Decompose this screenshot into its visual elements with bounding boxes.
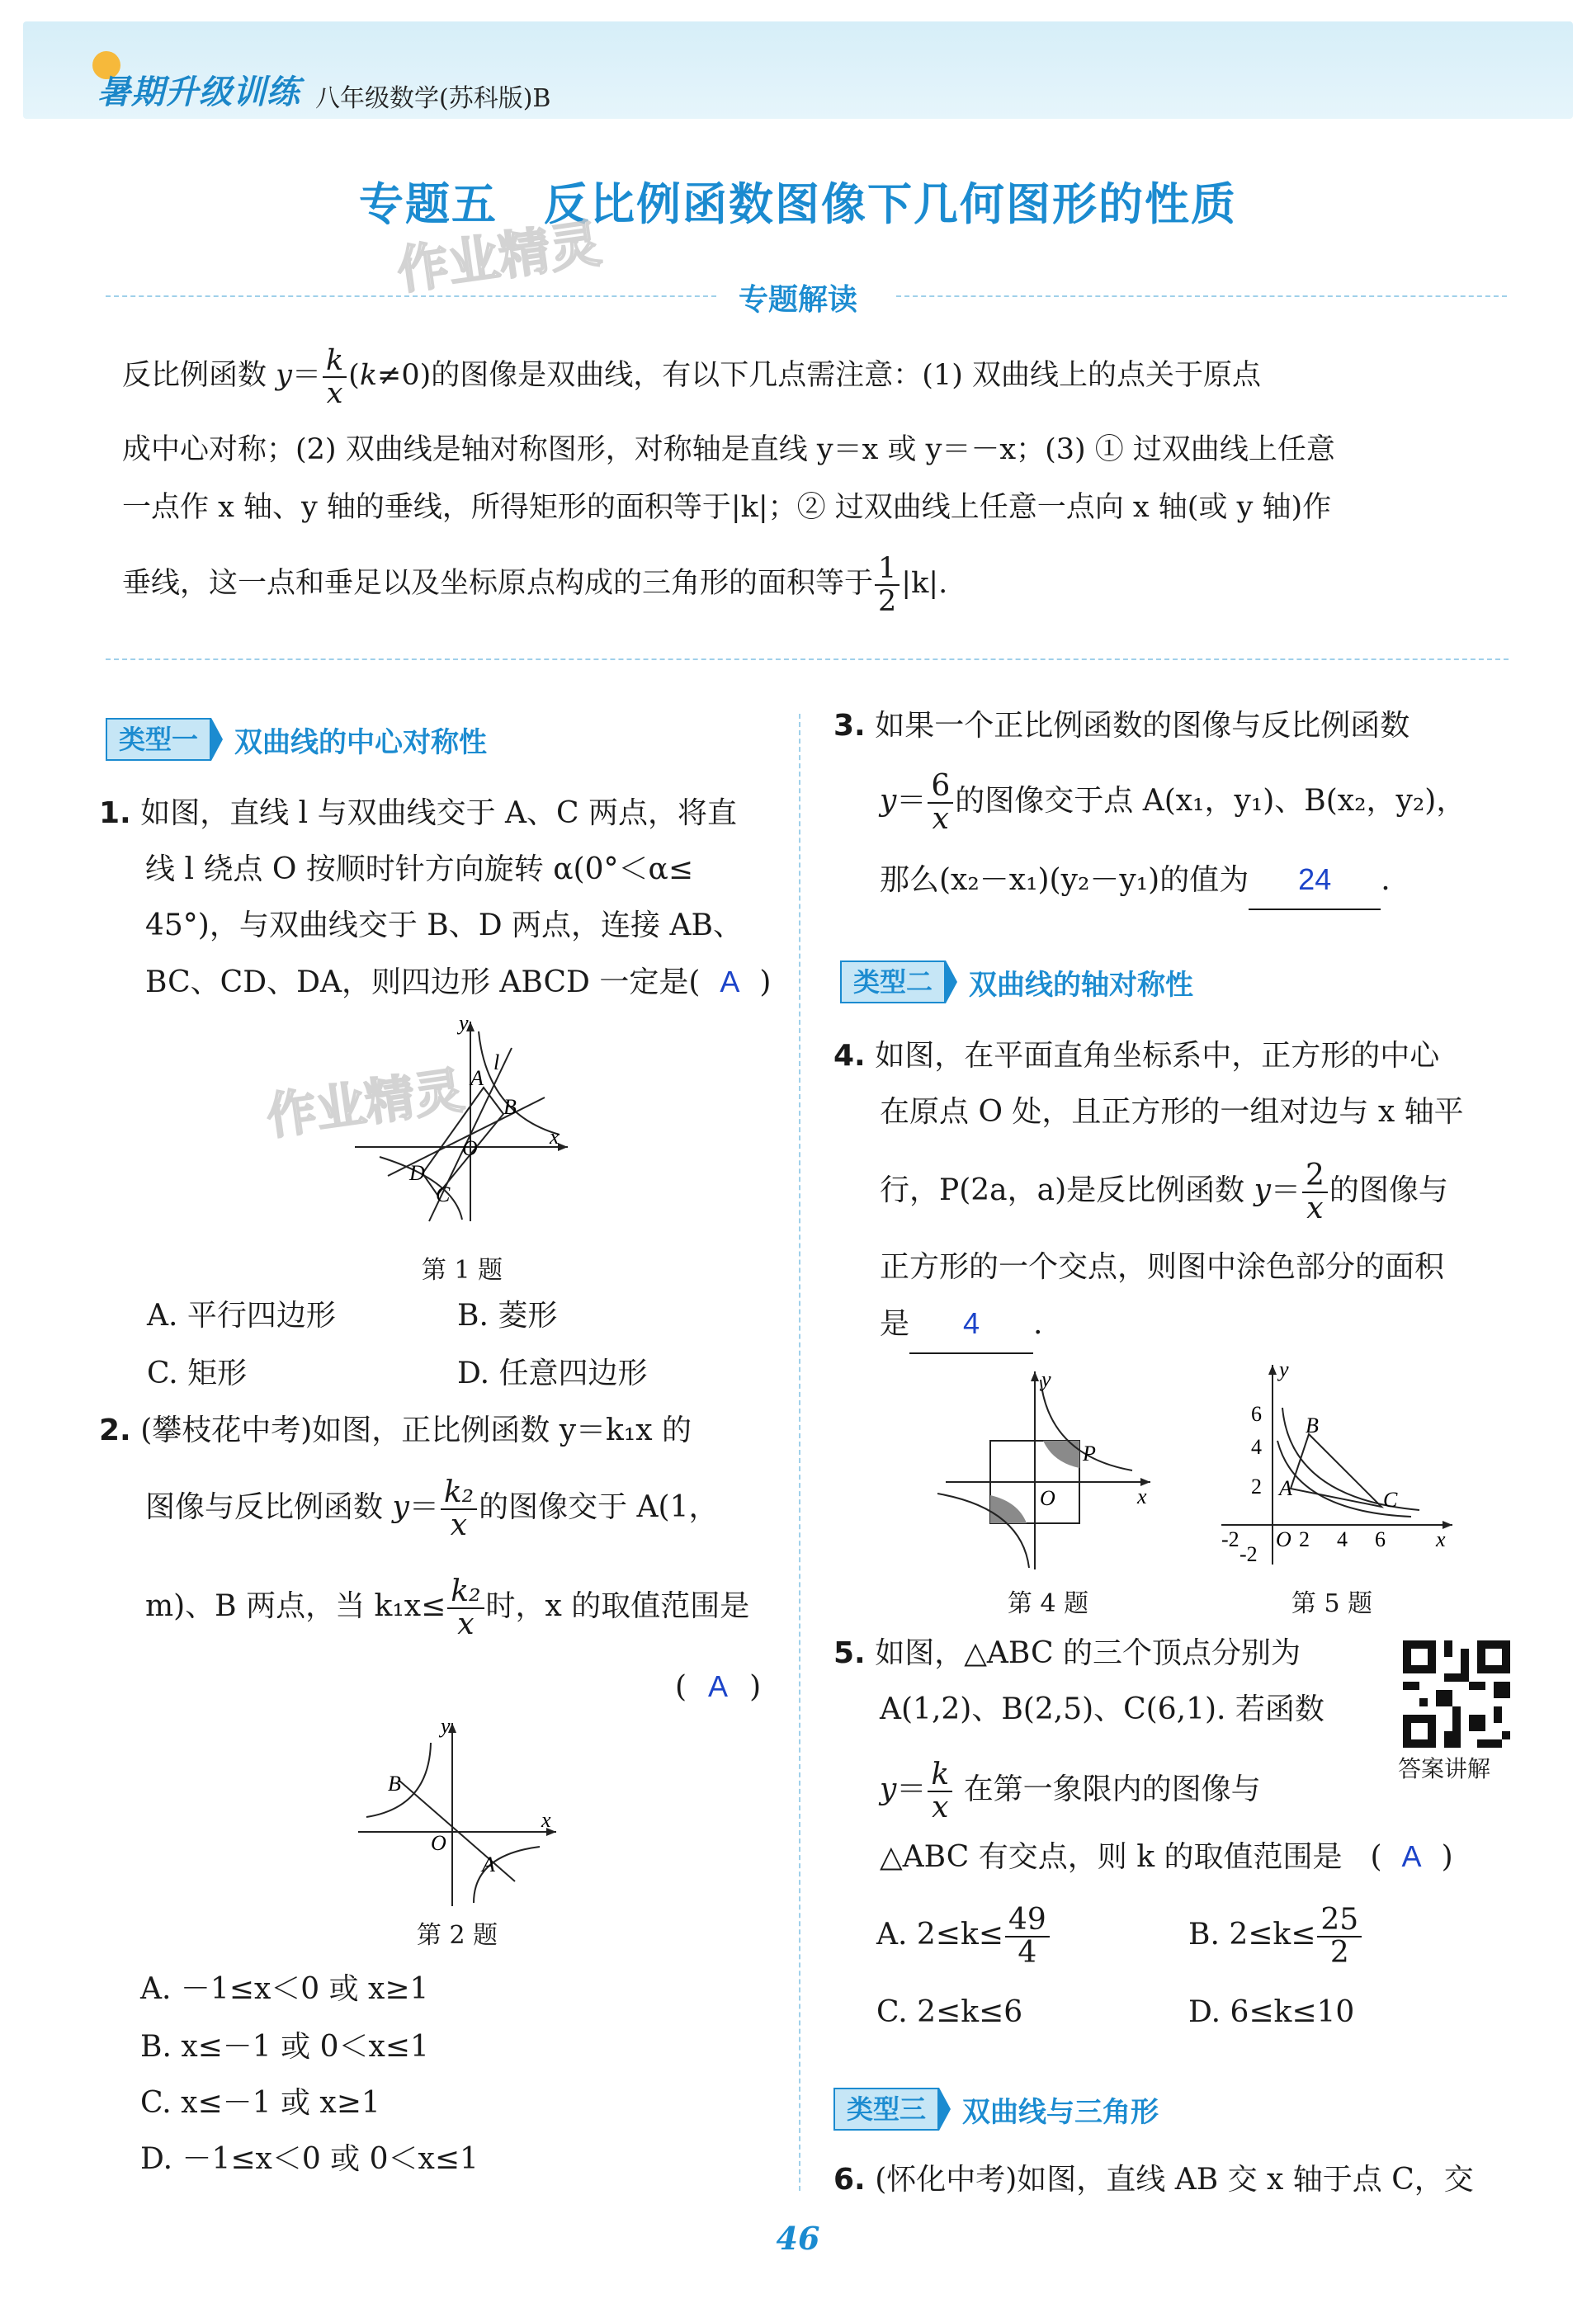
q1-option-b: B. 菱形 — [457, 1299, 558, 1333]
question-4-line-3: 行，P(2a，a)是反比例函数 y＝ $\frac{2}{x}$ 的图像与 — [880, 1159, 1448, 1225]
intro-line-2: 成中心对称；(2) 双曲线是轴对称图形，对称轴是直线 y＝x 或 y＝－x；(3) ① 过双曲线上任意 — [122, 433, 1335, 466]
brand-logo: 暑期升级训练 — [97, 73, 300, 111]
qr-code-icon[interactable] — [1403, 1640, 1510, 1748]
q5-option-d: D. 6≤k≤10 — [1188, 1995, 1355, 2029]
caption-q4: 第 4 题 — [1007, 1589, 1089, 1618]
point-b-label: B — [503, 1095, 517, 1119]
intro-bottom-line — [106, 658, 1509, 660]
type-title: 双曲线的中心对称性 — [234, 725, 488, 759]
question-3: 3. 如果一个正比例函数的图像与反比例函数 — [833, 709, 1410, 743]
question-3-line-3: 那么(x₂－x₁)(y₂－y₁)的值为 24 . — [880, 852, 1573, 910]
intro-line-1: 反比例函数 y＝ $\frac{k}{x}$ (k≠0)的图像是双曲线，有以下几点需注意：(1) 双曲线上的点关于原点 — [122, 343, 1262, 410]
figure-2 — [350, 1716, 564, 1914]
question-5: 5. 如图，△ABC 的三个顶点分别为 A(1,2)、B(2,5)、C(6,1). 若函数 — [833, 1636, 1324, 1726]
type-tag-3 — [833, 2088, 1159, 2131]
type-tag-1 — [106, 718, 487, 761]
question-4-line-4: 正方形的一个交点，则图中涂色部分的面积 是 4 . — [880, 1239, 1573, 1354]
intro-line-3: 一点作 x 轴、y 轴的垂线，所得矩形的面积等于|k|；② 过双曲线上任意一点向 x 轴(或 y 轴)作 — [122, 491, 1332, 524]
q2-option-a: A. －1≤x＜0 或 x≥1 — [140, 1972, 429, 2006]
type-label: 类型三 — [833, 2088, 939, 2131]
caption-q2: 第 2 题 — [416, 1921, 498, 1950]
origin-label: O — [1276, 1527, 1291, 1551]
type-label: 类型一 — [106, 718, 211, 761]
line-l-label: l — [493, 1050, 500, 1074]
fraction-2-over-x: $\frac{2}{x}$ — [1302, 1160, 1328, 1225]
fraction-k2-over-x-2: $\frac{\text{k₂}}{x}$ — [447, 1576, 484, 1640]
q1-option-d: D. 任意四边形 — [457, 1357, 648, 1390]
tag-arrow-icon — [946, 960, 957, 1003]
point-b-label: B — [1306, 1414, 1319, 1437]
axis-x-label: x — [550, 1125, 560, 1149]
axis-x-label: x — [1436, 1527, 1446, 1551]
q5-option-a: A. 2≤k≤ $\frac{49}{4}$ — [876, 1904, 1051, 1969]
caption-q5: 第 5 题 — [1291, 1589, 1373, 1618]
question-5-line-3: y＝ $\frac{k}{x}$ 在第一象限内的图像与 — [880, 1758, 1261, 1824]
watermark-2: 作业精灵 — [262, 1061, 468, 1147]
type-title: 双曲线与三角形 — [962, 2095, 1159, 2129]
question-4: 4. 如图，在平面直角坐标系中，正方形的中心 在原点 O 处，且正方形的一组对边与 x 轴平 — [833, 1039, 1464, 1129]
point-c-label: C — [436, 1182, 451, 1206]
figure-5 — [1213, 1358, 1461, 1573]
answer-q4: 4 — [963, 1306, 980, 1340]
point-a-label: A — [470, 1066, 484, 1090]
q1-option-a: A. 平行四边形 — [147, 1299, 336, 1333]
question-1: 1. 如图，直线 l 与双曲线交于 A、C 两点，将直 线 l 绕点 O 按顺时针方向旋转 α(0°＜α≤ 45°)，与双曲线交于 B、D 两点，连接 AB、 BC、CD、DA，则四边形 ABCD 一定是( A ) — [99, 796, 772, 999]
page-title: 专题五 反比例函数图像下几何图形的性质 — [359, 178, 1237, 230]
point-b-label: B — [388, 1772, 401, 1796]
origin-label: O — [1040, 1486, 1055, 1510]
watermark: 作业精灵 — [393, 213, 605, 301]
origin-label: O — [431, 1831, 446, 1855]
question-2-line-3: m)、B 两点，当 k₁x≤ $\frac{\text{k₂}}{x}$ 时，x 的取值范围是 — [145, 1574, 750, 1641]
q2-option-c: C. x≤－1 或 x≥1 — [140, 2086, 380, 2120]
q2-option-b: B. x≤－1 或 0＜x≤1 — [140, 2030, 429, 2064]
intro-text — [122, 338, 1517, 413]
tick-x-6: 6 — [1375, 1527, 1386, 1551]
axis-y-label: y — [441, 1716, 451, 1738]
figure-4 — [937, 1365, 1160, 1579]
question-3-line-2: y＝ $\frac{6}{x}$ 的图像交于点 A(x₁，y₁)、B(x₂，y₂)， — [880, 769, 1466, 836]
origin-label: O — [462, 1136, 478, 1160]
tick-y-2: 2 — [1251, 1475, 1262, 1499]
point-a-label: A — [482, 1853, 495, 1876]
tag-arrow-icon — [939, 2088, 951, 2131]
qr-caption: 答案讲解 — [1398, 1755, 1491, 1782]
point-c-label: C — [1383, 1488, 1398, 1512]
caption-q1: 第 1 题 — [421, 1256, 503, 1285]
question-2-answer: ( A ) — [675, 1669, 762, 1704]
tick-y-6: 6 — [1251, 1402, 1262, 1426]
tick-x-m2: -2 — [1221, 1527, 1239, 1551]
answer-q3: 24 — [1298, 862, 1332, 896]
question-5-line-4: △ABC 有交点，则 k 的取值范围是 ( A ) — [880, 1839, 1453, 1874]
answer-q5: A — [1401, 1839, 1422, 1873]
fraction-6-over-x: $\frac{6}{x}$ — [928, 771, 953, 835]
fraction-k2-over-x: $\frac{\text{k₂}}{x}$ — [441, 1477, 477, 1541]
question-2: 2. (攀枝花中考)如图，正比例函数 y＝k₁x 的 — [99, 1414, 692, 1447]
fraction-k-over-x-2: $\frac{k}{x}$ — [928, 1759, 952, 1824]
answer-q1: A — [720, 965, 740, 998]
point-a-label: A — [1279, 1476, 1292, 1500]
axis-y-label: y — [1041, 1367, 1051, 1391]
column-divider — [799, 714, 800, 2191]
tick-y-4: 4 — [1251, 1435, 1262, 1459]
type-title: 双曲线的轴对称性 — [969, 968, 1194, 1002]
type-tag-2 — [840, 960, 1193, 1003]
q5-option-b: B. 2≤k≤ $\frac{25}{2}$ — [1188, 1904, 1363, 1969]
tick-x-2: 2 — [1299, 1527, 1310, 1551]
page-number: 46 — [776, 2220, 820, 2257]
axis-x-label: x — [1137, 1484, 1147, 1508]
tag-arrow-icon — [211, 718, 223, 761]
series-title: 八年级数学(苏科版)B — [315, 84, 551, 113]
axis-y-label: y — [459, 1015, 469, 1035]
axis-x-label: x — [541, 1808, 551, 1832]
type-label: 类型二 — [840, 960, 946, 1003]
point-p-label: P — [1083, 1442, 1096, 1466]
section-title: 专题解读 — [738, 283, 857, 317]
q5-option-c: C. 2≤k≤6 — [876, 1995, 1023, 2029]
q1-option-c: C. 矩形 — [147, 1357, 248, 1390]
tick-x-4: 4 — [1337, 1527, 1348, 1551]
q2-option-d: D. －1≤x＜0 或 0＜x≤1 — [140, 2142, 479, 2176]
fraction-k-over-x: $\frac{k}{x}$ — [323, 345, 347, 409]
tick-y-m2: -2 — [1239, 1542, 1258, 1566]
question-6: 6. (怀化中考)如图，直线 AB 交 x 轴于点 C，交 — [833, 2163, 1474, 2197]
intro-line-4: 垂线，这一点和垂足以及坐标原点构成的三角形的面积等于 $\frac{1}{2}$ |k|. — [122, 551, 948, 618]
question-2-line-2: 图像与反比例函数 y＝ $\frac{\text{k₂}}{x}$ 的图像交于 A(1， — [145, 1475, 719, 1542]
answer-q2: A — [708, 1669, 729, 1703]
fraction-one-half: $\frac{1}{2}$ — [875, 553, 900, 617]
point-d-label: D — [409, 1161, 425, 1185]
axis-y-label: y — [1279, 1358, 1289, 1381]
